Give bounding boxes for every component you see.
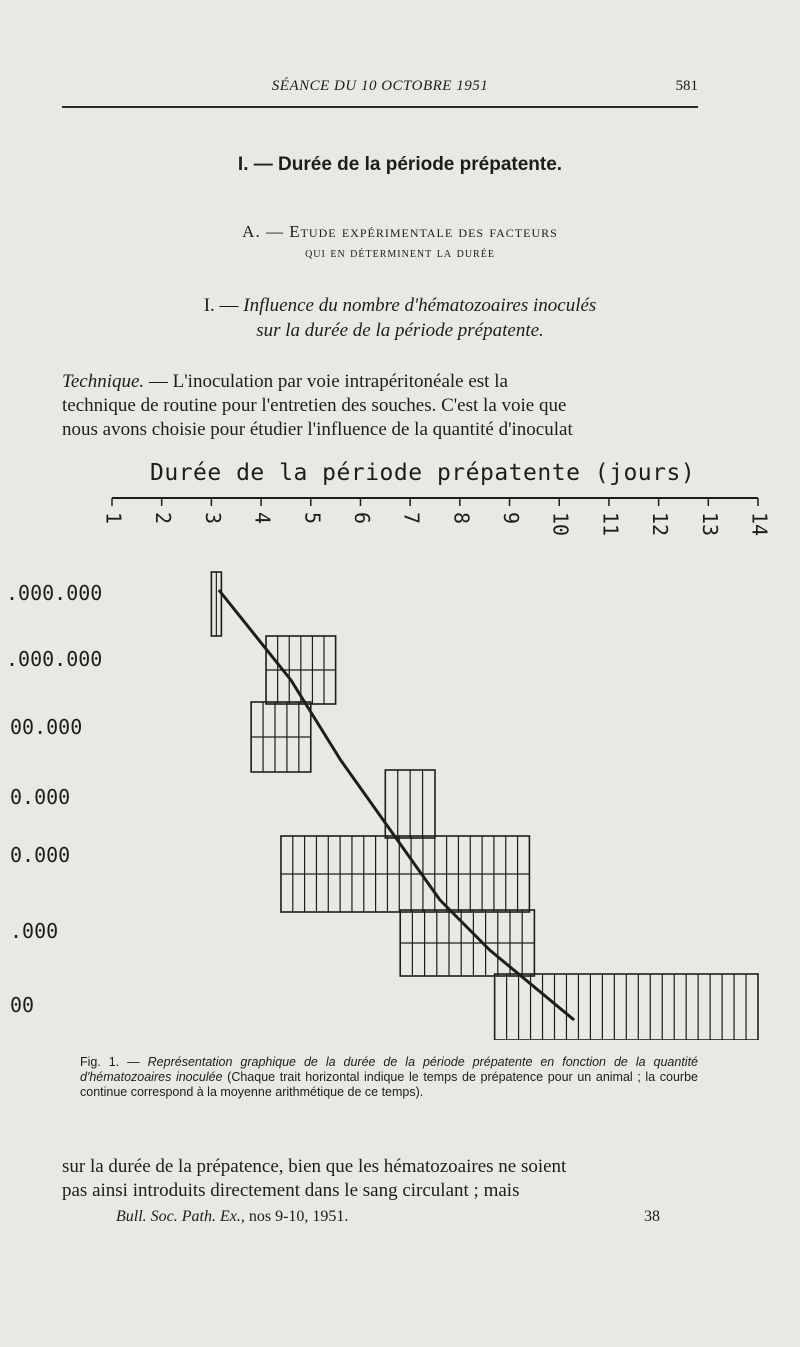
x-tick-label: 14 xyxy=(747,512,772,537)
x-tick-label: 4 xyxy=(250,512,275,525)
subsection-heading-line-2: qui en déterminent la durée xyxy=(305,246,495,261)
x-tick-label: 8 xyxy=(449,512,474,525)
x-tick-label: 11 xyxy=(598,512,623,537)
running-header xyxy=(62,78,698,100)
page-footer xyxy=(116,1208,660,1226)
x-tick-label: 2 xyxy=(151,512,176,525)
subheading-number: I. — xyxy=(203,295,239,316)
figure-caption xyxy=(80,1055,698,1100)
y-axis-labels xyxy=(6,581,102,1017)
footer-signature: 38 xyxy=(644,1208,660,1225)
caption-label: Fig. 1. — xyxy=(80,1055,140,1069)
y-axis-label: .000.000 xyxy=(6,581,103,605)
duration-bars xyxy=(211,572,758,1040)
mean-curve-layer xyxy=(219,590,574,1020)
subsection-heading-line-1: A. — Etude expérimentale des facteurs xyxy=(242,222,558,241)
caption-italic: Représentation graphique de la durée de la période prépatente en fonction de la quantité d'hématozoaires inoculée xyxy=(80,1055,698,1084)
paragraph-line xyxy=(62,370,698,394)
x-tick-label: 10 xyxy=(548,512,573,537)
x-axis xyxy=(102,498,772,536)
subheading-line-1 xyxy=(0,295,800,317)
chart-title: Durée de la période prépatente (jours) xyxy=(150,460,696,486)
footer-journal: Bull. Soc. Path. Ex., xyxy=(116,1208,245,1225)
prepatent-period-chart xyxy=(0,480,800,1040)
x-tick-label: 7 xyxy=(399,512,424,525)
x-tick-label: 5 xyxy=(300,512,325,525)
footer-issue: nos 9-10, 1951. xyxy=(244,1208,349,1225)
subheading-text-1: Influence du nombre d'hématozoaires inoculés xyxy=(243,295,597,316)
paragraph-continuation xyxy=(62,1155,698,1203)
page-number: 581 xyxy=(675,78,698,94)
paragraph-text: — L'inoculation par voie intrapéritonéale est la xyxy=(144,371,508,392)
paragraph-line: pas ainsi introduits directement dans le sang circulant ; mais xyxy=(62,1180,520,1201)
x-tick-label: 6 xyxy=(349,512,374,525)
x-tick-label: 1 xyxy=(101,512,126,525)
y-axis-label: .000.000 xyxy=(6,647,103,671)
y-axis-label: 0.000 xyxy=(10,843,71,867)
paragraph-line: technique de routine pour l'entretien des souches. C'est la voie que xyxy=(62,395,567,416)
y-axis-label: .000 xyxy=(10,919,59,943)
caption-rest: (Chaque trait horizontal indique le temps de prépatence pour un animal ; la courbe continue correspond à la moyenne arithmétique de ce temps). xyxy=(80,1070,698,1099)
paragraph-technique xyxy=(62,370,698,442)
mean-curve xyxy=(219,590,574,1020)
subheading-line-2: sur la durée de la période prépatente. xyxy=(256,320,544,341)
header-title: SÉANCE DU 10 OCTOBRE 1951 xyxy=(271,78,489,94)
paragraph-line: sur la durée de la prépatence, bien que les hématozoaires ne soient xyxy=(62,1156,567,1177)
header-rule xyxy=(62,106,698,108)
section-heading: I. — Durée de la période prépatente. xyxy=(237,154,563,175)
x-tick-label: 12 xyxy=(648,512,673,537)
y-axis-label: 00.000 xyxy=(10,715,83,739)
paragraph-lead: Technique. xyxy=(62,371,145,392)
x-tick-label: 13 xyxy=(697,512,722,537)
y-axis-label: 0.000 xyxy=(10,785,71,809)
y-axis-label: 00 xyxy=(10,993,35,1017)
x-tick-label: 9 xyxy=(499,512,524,525)
paragraph-line: nous avons choisie pour étudier l'influence de la quantité d'inoculat xyxy=(62,419,573,440)
x-tick-label: 3 xyxy=(200,512,225,525)
